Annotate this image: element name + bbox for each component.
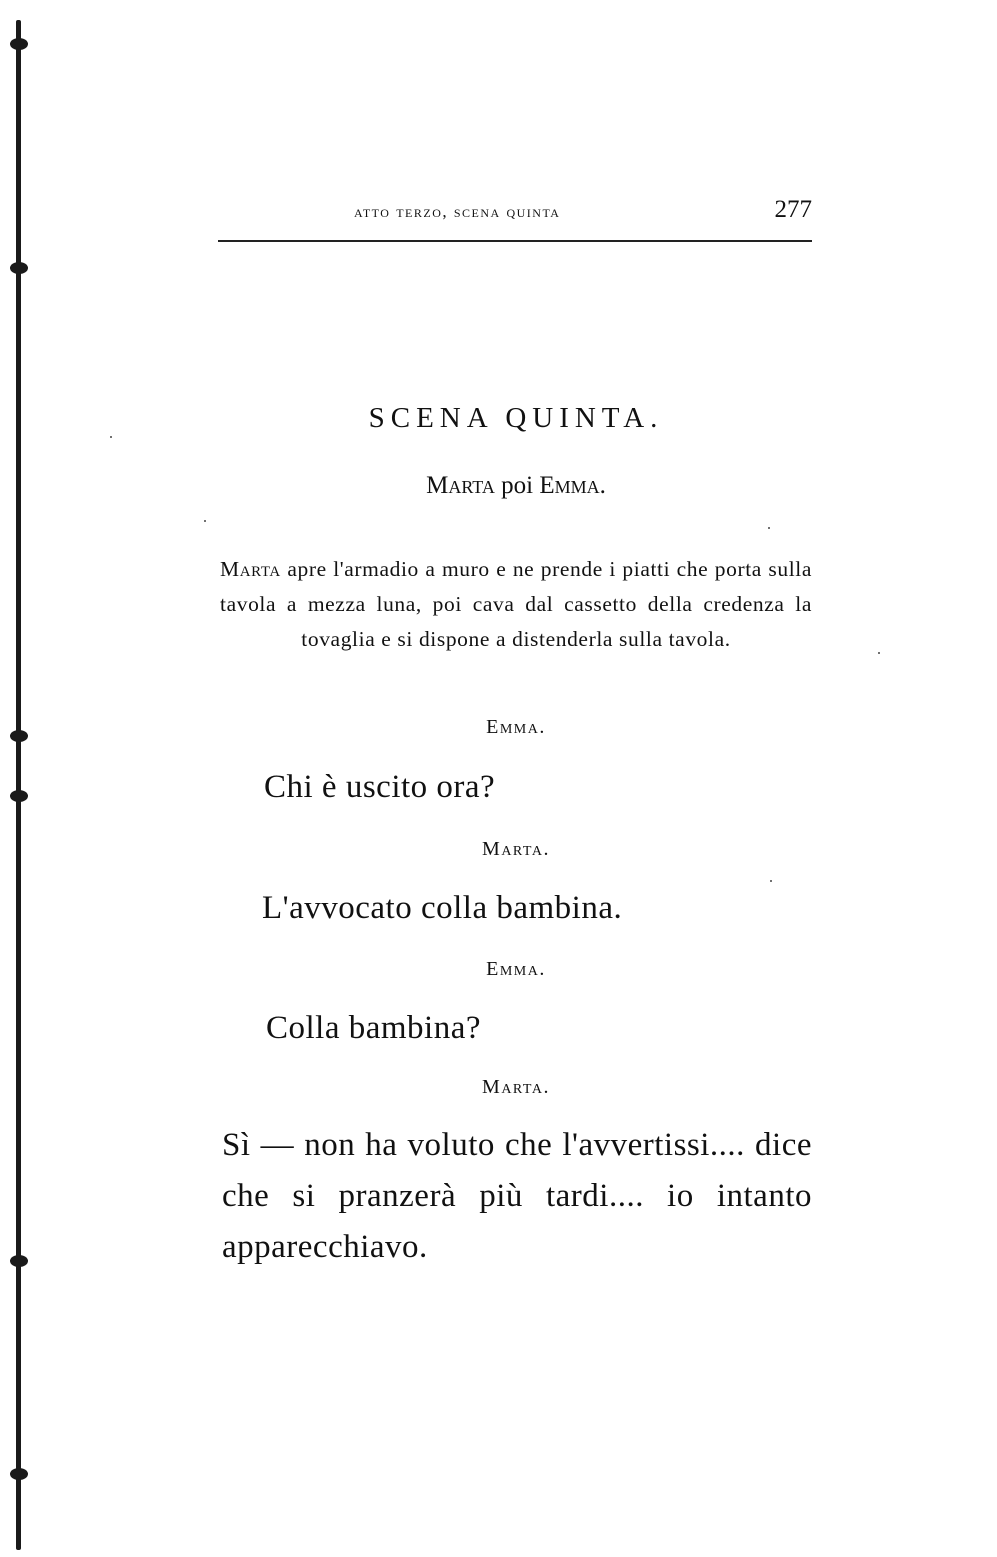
character-name: Emma. — [539, 472, 606, 499]
characters-connector: poi — [494, 472, 540, 499]
speaker-label: Marta. — [482, 838, 550, 860]
character-name: Marta — [426, 472, 495, 499]
print-speck — [770, 880, 772, 882]
print-speck — [878, 652, 880, 654]
stage-direction-speaker: Marta — [220, 557, 281, 581]
stage-direction-text: apre l'armadio a muro e ne prende i piatti che porta sulla tavola a mezza luna, poi cava dal cassetto della credenza la tovaglia e si dispone a distenderla sulla tavola. — [220, 557, 812, 651]
header-rule — [218, 240, 812, 242]
speaker-label: Marta. — [482, 1076, 550, 1098]
binding-knot — [10, 38, 28, 50]
running-head — [218, 196, 812, 226]
binding-knot — [10, 1468, 28, 1480]
dialogue-line: Chi è uscito ora? — [264, 769, 496, 805]
binding-knot — [10, 790, 28, 802]
speaker-label: Emma. — [486, 958, 546, 980]
binding-knot — [10, 1255, 28, 1267]
print-speck — [204, 520, 206, 522]
print-speck — [768, 527, 770, 529]
stage-direction — [220, 552, 812, 657]
page-number: 277 — [774, 196, 812, 223]
dialogue-line: Colla bambina? — [266, 1010, 482, 1046]
scene-heading: SCENA QUINTA. — [368, 402, 664, 434]
speaker-label: Emma. — [486, 716, 546, 738]
dialogue-line: Sì — non ha voluto che l'avvertissi.... dice che si pranzerà più tardi.... io intanto apparecchiavo. — [222, 1127, 812, 1265]
binding-edge — [16, 20, 21, 1550]
print-speck — [110, 436, 112, 438]
running-title: atto terzo, scena quinta — [354, 202, 561, 221]
scene-characters — [0, 472, 997, 500]
binding-knot — [10, 262, 28, 274]
dialogue-line: L'avvocato colla bambina. — [262, 890, 623, 926]
